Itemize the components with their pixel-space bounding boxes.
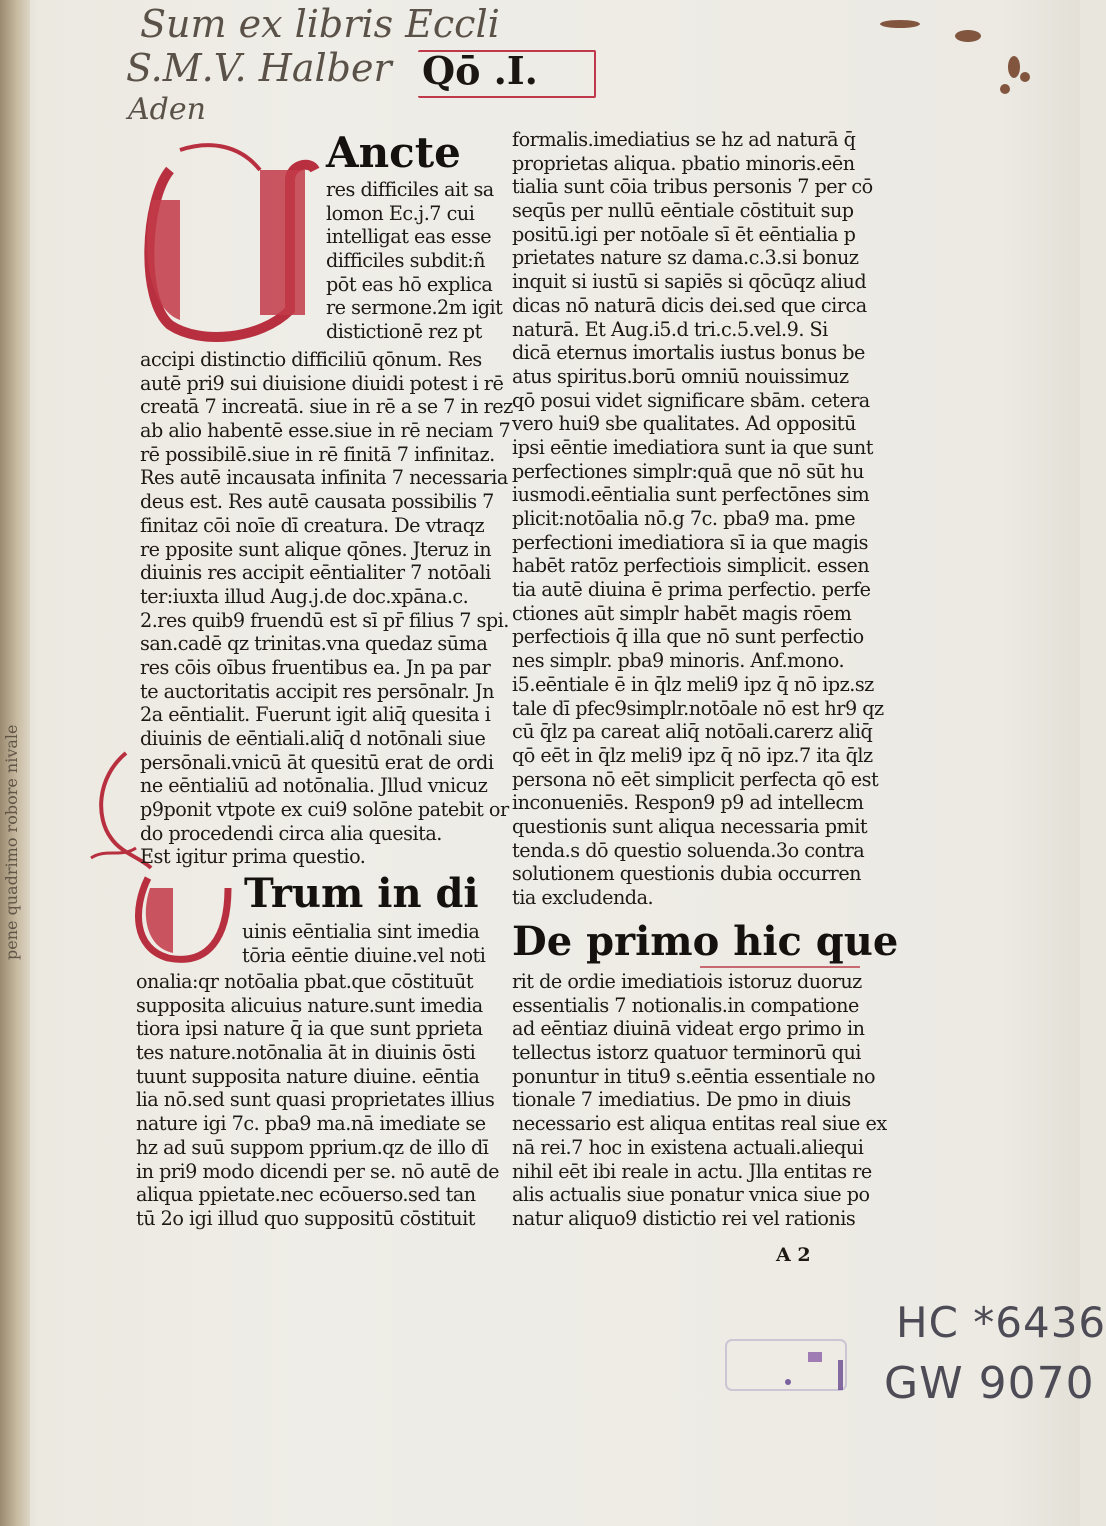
text-line: seqūs per nullū eēntiale cōstituit sup [512,199,854,223]
text-line: san.cadē qz trinitas.vna quedaz sūma [140,632,488,656]
section-heading: De primo hic que [512,918,899,965]
text-line: vero hui9 sbe qualitates. Ad oppositū [512,412,856,436]
left-column-beside-initial [326,178,503,344]
provenance-note-line2: S.M.V. Halber [126,46,392,90]
text-line: inconueniēs. Respon9 p9 ad intellecm [512,791,864,815]
text-line: lomon Ec.j.7 cui [326,201,475,225]
text-line: ipsi eēntie imediatiora sunt ia que sunt [512,435,873,459]
text-line: aliqua ppietate.nec ecōuerso.sed tan [136,1183,476,1207]
rubric-word: Ancte [326,128,461,177]
text-line: nā rei.7 hoc in existena actuali.aliequi [512,1135,864,1159]
text-line: 2a eēntialit. Fuerunt igit aliq̄ quesita i [140,703,491,727]
text-line: 2.res quib9 fruendū est sī pr̄ filius 7 spi. [140,608,509,632]
text-line: uinis eēntialia sint imedia [242,920,480,943]
text-line: tuunt supposita nature diuine. eēntia [136,1064,480,1088]
text-line: difficiles subdit:ñ [326,249,486,273]
text-line: persōnali.vnicū āt quesitū erat de ordi [140,750,494,774]
text-line: perfectiois q̄ illa que nō sunt perfectio [512,625,864,649]
left-column-body-2 [136,970,499,1231]
text-line: tialia sunt cōia tribus personis 7 per cō [512,175,873,199]
ink-stain [880,20,920,28]
text-line: ctiones aūt simplr habēt magis rōem [512,601,852,625]
text-line: tia autē diuina ē prima perfectio. perfe [512,578,871,602]
ink-stain [1000,84,1010,94]
text-line: distictionē rez pt [326,320,482,344]
text-line: atus spiritus.borū omniū nouissimuz [512,364,849,388]
spine-annotation: pene quadrimo robore nivale [2,724,21,960]
provenance-note-line3: Aden [128,92,206,127]
signature-mark: A 2 [776,1244,811,1266]
text-line: ne eēntialiū ad notōnalia. Jllud vnicuz [140,774,488,798]
text-line: onalia:qr notōalia pbat.que cōstituūt [136,970,474,993]
text-line: positū.igi per notōale sī ēt eēntialia p [512,222,856,246]
text-line: ab alio habentē esse.siue in rē neciam 7 [140,419,511,443]
text-line: qō eēt in q̄lz meli9 ipz q̄ nō ipz.7 ita q̄lz [512,743,873,767]
text-line: in pri9 modo dicendi per se. nō autē de [136,1159,499,1183]
text-line: tionale 7 imediatius. De pmo in diuis [512,1088,851,1112]
rubric-word-2: Trum in di [244,870,479,917]
page-title: Qō .I. [422,48,538,93]
text-line: inquit si iustū si sapiēs si qōcūqz aliud [512,270,867,294]
text-line: rē possibilē.siue in rē finitā 7 infinitaz. [140,442,495,466]
text-line: deus est. Res autē causata possibilis 7 [140,490,494,514]
text-line: persona nō eēt simplicit perfecta qō est [512,767,879,791]
text-line: qō posui videt significare sbām. cetera [512,388,870,412]
catalogue-number-hc: HC *6436 [896,1298,1106,1347]
ink-stain [955,30,981,42]
text-line: diuinis de eēntiali.aliq̄ d notōnali siue [140,727,486,750]
text-line: tellectus istorz quatuor terminorū qui [512,1041,861,1065]
text-line: nihil eēt ibi reale in actu. Jlla entitas re [512,1159,872,1183]
text-line: lia nō.sed sunt quasi proprietates illius [136,1088,495,1112]
text-line: dicas nō naturā dicis dei.sed que circa [512,293,867,317]
text-line: essentialis 7 notionalis.in compatione [512,993,859,1017]
provenance-note-line1: Sum ex libris Eccli [140,2,500,46]
text-line: tiora ipsi nature q̄ ia que sunt pprieta [136,1017,483,1041]
text-line: perfectiones simplr:quā que nō sūt hu [512,459,864,483]
text-line: nature igi 7c. pba9 ma.nā imediate se [136,1112,486,1136]
text-line: plicit:notōalia nō.g 7c. pba9 ma. pme [512,507,856,530]
text-line: proprietas aliqua. pbatio minoris.eēn [512,151,855,175]
text-line: hz ad suū suppom pprium.qz de illo dī [136,1135,489,1159]
text-line: solutionem questionis dubia occurren [512,862,862,886]
text-line: ponuntur in titu9 s.eēntia essentiale no [512,1064,876,1088]
text-line: alis actualis siue ponatur vnica siue po [512,1183,870,1207]
text-line: re pposite sunt alique qōnes. Jteruz in [140,537,492,561]
right-column-body [512,128,884,910]
text-line: formalis.imediatius se hz ad naturā q̄ [512,128,856,151]
text-line: tale dī pfec9simplr.notōale nō est hr9 qz [512,696,884,720]
text-line: accipi distinctio difficiliū qōnum. Res [140,348,482,371]
text-line: tes nature.notōnalia āt in diuinis ōsti [136,1041,476,1065]
right-column-body-2 [512,970,887,1231]
text-line: Res autē incausata infinita 7 necessaria [140,466,508,490]
text-line: tū 2o igi illud quo suppositū cōstituit [136,1206,476,1230]
heading-underline [700,966,860,968]
left-column-body [140,348,513,869]
text-line: natur aliquo9 distictio rei vel rationis [512,1206,856,1230]
ink-stain [1020,72,1030,82]
catalogue-number-gw: GW 9070 [884,1358,1095,1409]
text-line: autē pri9 sui diuisione diuidi potest i rē [140,371,504,395]
text-line: prietates nature sz dama.c.3.si bonuz [512,246,859,270]
text-line: p9ponit vtpote ex cui9 solōne patebit or [140,798,509,822]
red-initial-u [140,140,320,340]
text-line: dicā eternus imortalis iustus bonus be [512,341,865,365]
text-line: naturā. Et Aug.i5.d tri.c.5.vel.9. Si [512,317,828,341]
text-line: re sermone.2m igit [326,296,503,320]
text-line: res difficiles ait sa [326,178,494,201]
text-line: i5.eēntiale ē in q̄lz meli9 ipz q̄ nō ipz.sz [512,672,874,696]
text-line: do procedendi circa alia quesita. [140,821,442,845]
text-line: ter:iuxta illud Aug.j.de doc.xpāna.c. [140,584,469,608]
faded-stamp [718,1330,858,1400]
text-line: iusmodi.eēntialia sunt perfectōnes sim [512,483,870,507]
text-line: tenda.s dō questio soluenda.3o contra [512,838,865,862]
text-line: intelligat eas esse [326,225,492,249]
text-line: tōria eēntie diuine.vel noti [242,943,486,967]
text-line: supposita alicuius nature.sunt imedia [136,993,483,1017]
text-line: rit de ordie imediatiois istoruz duoruz [512,970,862,993]
text-line: questionis sunt aliqua necessaria pmit [512,814,868,838]
text-line: finitaz cōi noīe dī creatura. De vtraqz [140,513,485,537]
binding-edge [0,0,30,1526]
text-line: creatā 7 increatā. siue in rē a se 7 in rez [140,395,513,419]
text-line: tia excludenda. [512,886,654,909]
text-line: necessario est aliqua entitas real siue ex [512,1112,887,1136]
text-line: res cōis oībus fruentibus ea. Jn pa par [140,655,491,679]
text-line: perfectioni imediatiora sī ia que magis [512,530,868,554]
question-line: Est igitur prima questio. [140,845,366,869]
text-line: nes simplr. pba9 minoris. Anf.mono. [512,649,845,673]
text-line: diuinis res accipit eēntialiter 7 notōali [140,561,491,585]
text-line: ad eēntiaz diuinā videat ergo primo in [512,1017,865,1041]
text-line: te auctoritatis accipit res persōnalr. Jn [140,679,494,703]
text-line: cū q̄lz pa careat aliq̄ notōali.carerz aliq̄ [512,720,873,744]
text-line: habēt ratōz perfectiois simplicit. essen [512,554,870,578]
ink-stain [1008,56,1020,78]
text-line: pōt eas hō explica [326,272,493,296]
left-column-beside-initial-2 [242,920,486,967]
